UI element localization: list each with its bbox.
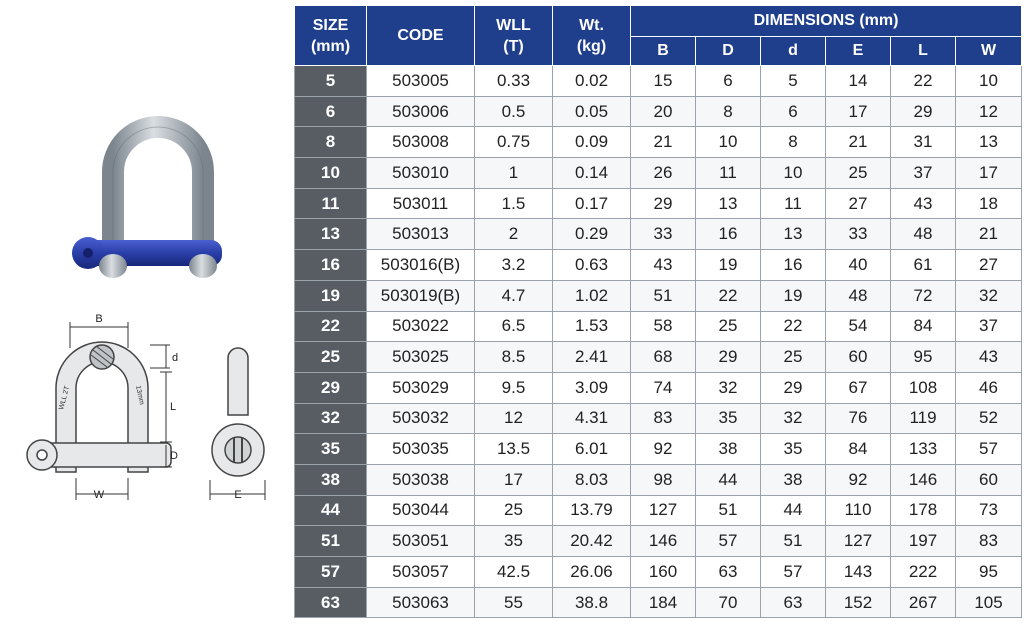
- header-size: [295, 6, 367, 66]
- header-code: CODE: [367, 6, 475, 66]
- cell-code: 503057: [367, 557, 475, 588]
- body-mark-wll: WLL 2T: [58, 385, 72, 411]
- cell-weight: 0.09: [553, 127, 631, 158]
- cell-dim-d-large: 6: [696, 66, 761, 97]
- header-wt-line2: (kg): [576, 37, 607, 55]
- cell-weight: 2.41: [553, 342, 631, 373]
- cell-dim-e: 17: [826, 96, 891, 127]
- cell-dim-l: 37: [891, 158, 956, 189]
- cell-weight: 13.79: [553, 495, 631, 526]
- cell-dim-d-large: 29: [696, 342, 761, 373]
- cell-code: 503013: [367, 219, 475, 250]
- cell-dim-l: 72: [891, 280, 956, 311]
- cell-dim-l: 22: [891, 66, 956, 97]
- dim-label-b: B: [95, 313, 103, 325]
- cell-dim-d-small: 57: [761, 557, 826, 588]
- cell-wll: 42.5: [475, 557, 553, 588]
- cell-dim-d-large: 35: [696, 403, 761, 434]
- cell-weight: 4.31: [553, 403, 631, 434]
- table-row: [295, 188, 1022, 219]
- cell-dim-e: 92: [826, 464, 891, 495]
- cell-size: 51: [295, 526, 367, 557]
- cell-dim-w: 95: [956, 557, 1022, 588]
- cell-size: 19: [295, 280, 367, 311]
- cell-weight: 0.14: [553, 158, 631, 189]
- cell-wll: 17: [475, 464, 553, 495]
- cell-wll: 0.5: [475, 96, 553, 127]
- cell-wll: 6.5: [475, 311, 553, 342]
- cell-size: 44: [295, 495, 367, 526]
- cell-dim-e: 67: [826, 372, 891, 403]
- cell-dim-e: 76: [826, 403, 891, 434]
- cell-dim-w: 17: [956, 158, 1022, 189]
- header-wll: [475, 6, 553, 66]
- cell-dim-l: 95: [891, 342, 956, 373]
- cell-dim-d-small: 10: [761, 158, 826, 189]
- cell-weight: 0.29: [553, 219, 631, 250]
- cell-dim-d-small: 32: [761, 403, 826, 434]
- cell-size: 32: [295, 403, 367, 434]
- cell-wll: 55: [475, 587, 553, 618]
- cell-code: 503008: [367, 127, 475, 158]
- cell-size: 29: [295, 372, 367, 403]
- header-size-line1: SIZE: [312, 16, 349, 34]
- header-wt: [553, 6, 631, 66]
- header-dim-d-large: D: [696, 37, 761, 66]
- shackle-side-view: [212, 348, 264, 476]
- cell-dim-w: 10: [956, 66, 1022, 97]
- cell-code: 503010: [367, 158, 475, 189]
- cell-dim-b: 160: [631, 557, 696, 588]
- cell-dim-d-large: 13: [696, 188, 761, 219]
- dim-label-w: W: [93, 489, 105, 501]
- cell-dim-d-large: 32: [696, 372, 761, 403]
- cell-dim-w: 43: [956, 342, 1022, 373]
- table-row: [295, 526, 1022, 557]
- cell-dim-d-small: 11: [761, 188, 826, 219]
- cell-dim-w: 57: [956, 434, 1022, 465]
- cell-size: 25: [295, 342, 367, 373]
- cell-dim-d-large: 70: [696, 587, 761, 618]
- header-dim-d-small: d: [761, 37, 826, 66]
- cell-wll: 1.5: [475, 188, 553, 219]
- header-dimensions: DIMENSIONS (mm): [631, 6, 1022, 37]
- header-dim-e: E: [826, 37, 891, 66]
- header-wt-line1: Wt.: [579, 16, 604, 34]
- cell-dim-d-small: 51: [761, 526, 826, 557]
- cell-size: 6: [295, 96, 367, 127]
- cell-code: 503005: [367, 66, 475, 97]
- cell-dim-d-large: 38: [696, 434, 761, 465]
- cell-code: 503025: [367, 342, 475, 373]
- cell-weight: 38.8: [553, 587, 631, 618]
- cell-dim-e: 127: [826, 526, 891, 557]
- cell-dim-l: 48: [891, 219, 956, 250]
- cell-dim-l: 43: [891, 188, 956, 219]
- table-row: [295, 434, 1022, 465]
- cell-weight: 0.63: [553, 250, 631, 281]
- cell-dim-d-large: 8: [696, 96, 761, 127]
- table-row: [295, 250, 1022, 281]
- cell-dim-e: 54: [826, 311, 891, 342]
- cell-dim-b: 83: [631, 403, 696, 434]
- table-row: [295, 219, 1022, 250]
- cell-dim-l: 267: [891, 587, 956, 618]
- cell-dim-d-small: 35: [761, 434, 826, 465]
- cell-code: 503038: [367, 464, 475, 495]
- cell-dim-e: 152: [826, 587, 891, 618]
- cell-dim-b: 20: [631, 96, 696, 127]
- cell-weight: 0.02: [553, 66, 631, 97]
- cell-weight: 1.02: [553, 280, 631, 311]
- dim-label-e: E: [234, 489, 242, 501]
- cell-dim-w: 73: [956, 495, 1022, 526]
- table-row: [295, 372, 1022, 403]
- cell-dim-l: 178: [891, 495, 956, 526]
- cell-wll: 35: [475, 526, 553, 557]
- cell-wll: 9.5: [475, 372, 553, 403]
- cell-dim-b: 74: [631, 372, 696, 403]
- dim-label-d-large: D: [170, 450, 178, 462]
- cell-code: 503011: [367, 188, 475, 219]
- cell-size: 16: [295, 250, 367, 281]
- cell-dim-w: 18: [956, 188, 1022, 219]
- cell-weight: 1.53: [553, 311, 631, 342]
- cell-size: 10: [295, 158, 367, 189]
- cell-dim-d-large: 57: [696, 526, 761, 557]
- cell-dim-l: 29: [891, 96, 956, 127]
- dim-label-l: L: [170, 401, 177, 413]
- cell-dim-l: 197: [891, 526, 956, 557]
- cell-dim-d-large: 10: [696, 127, 761, 158]
- cell-dim-b: 184: [631, 587, 696, 618]
- cell-dim-d-large: 25: [696, 311, 761, 342]
- cell-code: 503022: [367, 311, 475, 342]
- cell-code: 503029: [367, 372, 475, 403]
- cell-dim-d-small: 44: [761, 495, 826, 526]
- cell-size: 38: [295, 464, 367, 495]
- cell-dim-w: 32: [956, 280, 1022, 311]
- table-row: [295, 96, 1022, 127]
- cell-dim-b: 98: [631, 464, 696, 495]
- cell-weight: 0.05: [553, 96, 631, 127]
- cell-wll: 3.2: [475, 250, 553, 281]
- cell-dim-l: 222: [891, 557, 956, 588]
- cell-weight: 20.42: [553, 526, 631, 557]
- spec-table-body: [295, 66, 1022, 618]
- cell-dim-d-large: 19: [696, 250, 761, 281]
- cell-dim-w: 13: [956, 127, 1022, 158]
- table-row: [295, 280, 1022, 311]
- cell-weight: 0.17: [553, 188, 631, 219]
- cell-size: 8: [295, 127, 367, 158]
- shackle-figures: [0, 0, 290, 629]
- cell-wll: 2: [475, 219, 553, 250]
- cell-code: 503006: [367, 96, 475, 127]
- cell-dim-l: 84: [891, 311, 956, 342]
- cell-dim-e: 143: [826, 557, 891, 588]
- cell-dim-e: 40: [826, 250, 891, 281]
- cell-size: 35: [295, 434, 367, 465]
- shackle-front-view: [27, 342, 171, 472]
- spec-table: [294, 5, 1022, 618]
- header-wll-line2: (T): [503, 37, 524, 55]
- cell-weight: 8.03: [553, 464, 631, 495]
- cell-code: 503016(B): [367, 250, 475, 281]
- cell-wll: 13.5: [475, 434, 553, 465]
- cell-code: 503063: [367, 587, 475, 618]
- cell-dim-e: 25: [826, 158, 891, 189]
- table-row: [295, 587, 1022, 618]
- cell-dim-w: 83: [956, 526, 1022, 557]
- cell-dim-e: 110: [826, 495, 891, 526]
- cell-dim-b: 51: [631, 280, 696, 311]
- cell-wll: 0.75: [475, 127, 553, 158]
- cell-dim-d-large: 16: [696, 219, 761, 250]
- cell-dim-d-large: 22: [696, 280, 761, 311]
- cell-dim-w: 60: [956, 464, 1022, 495]
- cell-dim-d-large: 44: [696, 464, 761, 495]
- table-row: [295, 158, 1022, 189]
- table-row: [295, 342, 1022, 373]
- cell-dim-e: 21: [826, 127, 891, 158]
- body-mark-size: 13mm: [134, 384, 145, 406]
- cell-dim-b: 58: [631, 311, 696, 342]
- cell-wll: 25: [475, 495, 553, 526]
- cell-dim-e: 14: [826, 66, 891, 97]
- cell-dim-w: 27: [956, 250, 1022, 281]
- cell-dim-l: 31: [891, 127, 956, 158]
- cell-wll: 0.33: [475, 66, 553, 97]
- dim-label-d-small: d: [172, 352, 179, 364]
- header-dim-b: B: [631, 37, 696, 66]
- cell-dim-l: 119: [891, 403, 956, 434]
- cell-wll: 1: [475, 158, 553, 189]
- header-dim-l: L: [891, 37, 956, 66]
- cell-dim-e: 33: [826, 219, 891, 250]
- cell-dim-w: 52: [956, 403, 1022, 434]
- cell-dim-d-small: 22: [761, 311, 826, 342]
- cell-dim-b: 26: [631, 158, 696, 189]
- header-wll-line1: WLL: [496, 16, 531, 34]
- cell-dim-l: 146: [891, 464, 956, 495]
- cell-dim-d-large: 51: [696, 495, 761, 526]
- cell-weight: 26.06: [553, 557, 631, 588]
- cell-code: 503035: [367, 434, 475, 465]
- header-size-line2: (mm): [310, 37, 351, 55]
- cell-dim-w: 12: [956, 96, 1022, 127]
- cell-size: 13: [295, 219, 367, 250]
- cell-dim-d-large: 11: [696, 158, 761, 189]
- cell-dim-d-small: 63: [761, 587, 826, 618]
- cell-dim-w: 46: [956, 372, 1022, 403]
- cell-dim-b: 33: [631, 219, 696, 250]
- table-row: [295, 66, 1022, 97]
- cell-size: 22: [295, 311, 367, 342]
- product-illustrations: [0, 0, 290, 629]
- shackle-photo: [72, 127, 222, 278]
- table-row: [295, 311, 1022, 342]
- cell-dim-w: 37: [956, 311, 1022, 342]
- cell-dim-b: 29: [631, 188, 696, 219]
- cell-dim-b: 68: [631, 342, 696, 373]
- cell-dim-d-small: 25: [761, 342, 826, 373]
- cell-dim-d-small: 6: [761, 96, 826, 127]
- cell-dim-d-small: 8: [761, 127, 826, 158]
- cell-dim-b: 21: [631, 127, 696, 158]
- cell-dim-w: 105: [956, 587, 1022, 618]
- cell-size: 11: [295, 188, 367, 219]
- cell-dim-e: 60: [826, 342, 891, 373]
- cell-wll: 8.5: [475, 342, 553, 373]
- cell-dim-d-small: 29: [761, 372, 826, 403]
- cell-dim-d-small: 5: [761, 66, 826, 97]
- header-dim-w: W: [956, 37, 1022, 66]
- cell-code: 503044: [367, 495, 475, 526]
- cell-dim-l: 108: [891, 372, 956, 403]
- cell-dim-b: 43: [631, 250, 696, 281]
- cell-code: 503032: [367, 403, 475, 434]
- cell-code: 503051: [367, 526, 475, 557]
- cell-dim-e: 27: [826, 188, 891, 219]
- table-row: [295, 403, 1022, 434]
- cell-dim-d-small: 16: [761, 250, 826, 281]
- cell-size: 5: [295, 66, 367, 97]
- cell-weight: 6.01: [553, 434, 631, 465]
- cell-dim-w: 21: [956, 219, 1022, 250]
- cell-dim-e: 48: [826, 280, 891, 311]
- table-row: [295, 127, 1022, 158]
- cell-wll: 4.7: [475, 280, 553, 311]
- cell-dim-e: 84: [826, 434, 891, 465]
- cell-wll: 12: [475, 403, 553, 434]
- cell-dim-d-small: 38: [761, 464, 826, 495]
- cell-size: 63: [295, 587, 367, 618]
- cell-dim-b: 15: [631, 66, 696, 97]
- cell-dim-b: 92: [631, 434, 696, 465]
- cell-dim-d-small: 19: [761, 280, 826, 311]
- cell-dim-d-large: 63: [696, 557, 761, 588]
- cell-dim-l: 61: [891, 250, 956, 281]
- table-row: [295, 557, 1022, 588]
- cell-size: 57: [295, 557, 367, 588]
- cell-dim-b: 146: [631, 526, 696, 557]
- table-row: [295, 495, 1022, 526]
- cell-code: 503019(B): [367, 280, 475, 311]
- cell-weight: 3.09: [553, 372, 631, 403]
- cell-dim-d-small: 13: [761, 219, 826, 250]
- cell-dim-l: 133: [891, 434, 956, 465]
- cell-dim-b: 127: [631, 495, 696, 526]
- table-row: [295, 464, 1022, 495]
